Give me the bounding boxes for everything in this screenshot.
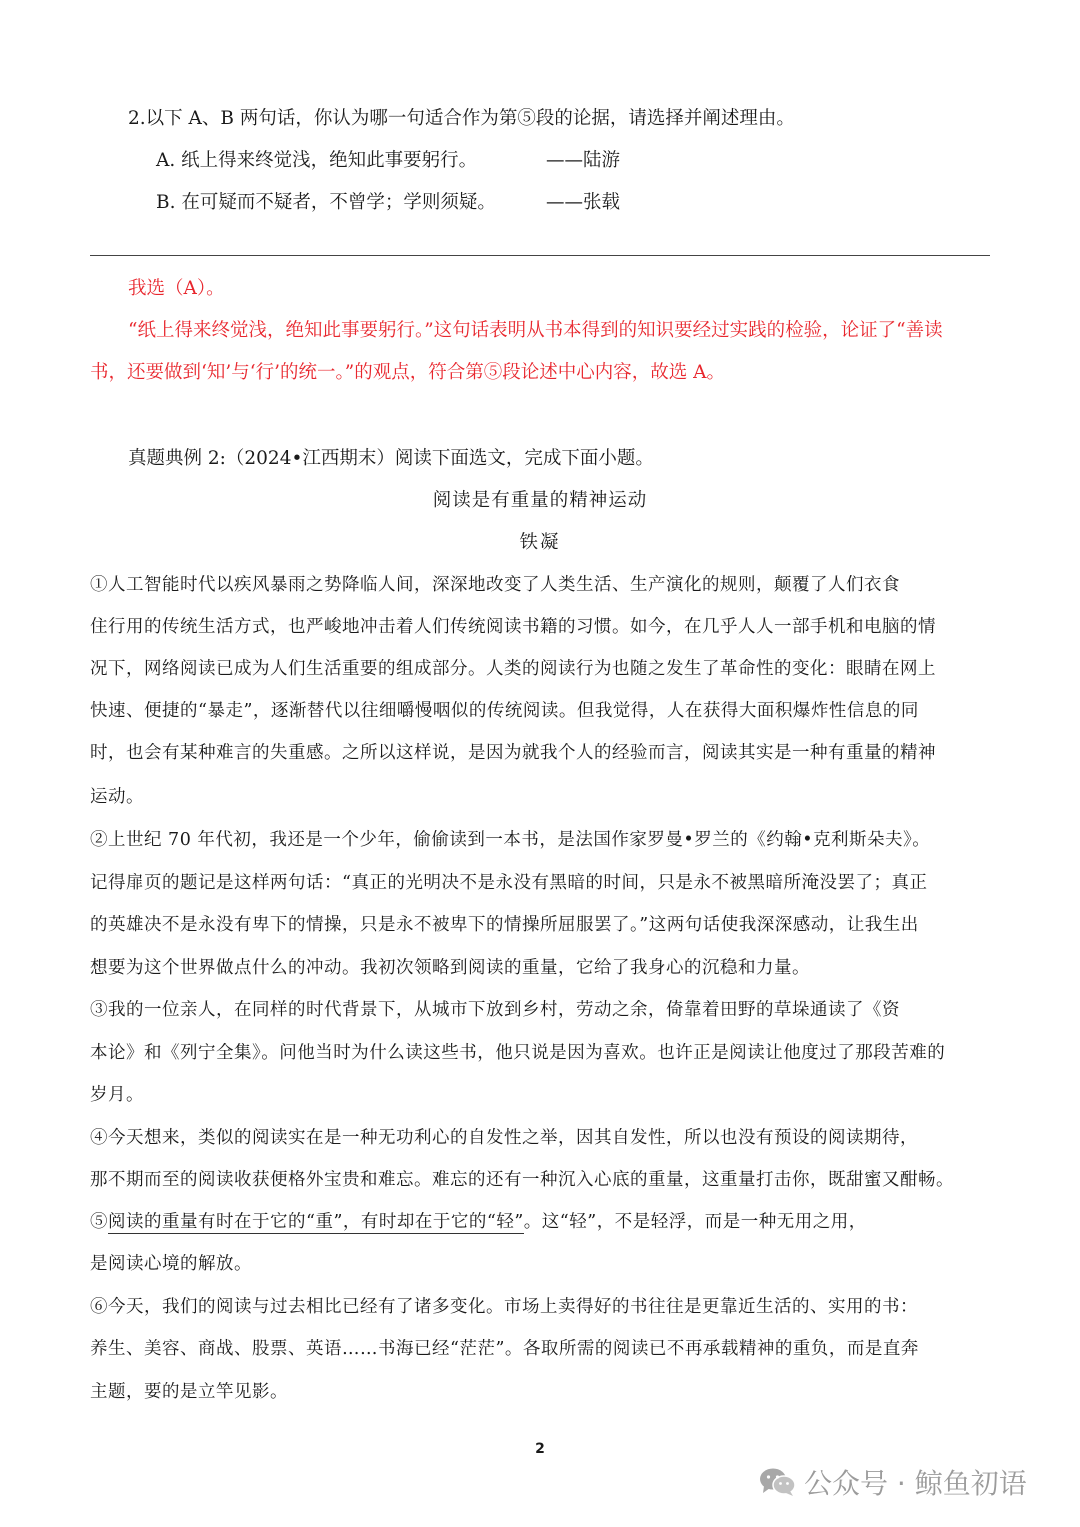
paragraph-line: ③我的一位亲人，在同样的时代背景下，从城市下放到乡村，劳动之余，倚靠着田野的草垛通读了《资 — [90, 1000, 900, 1020]
paragraph-line: 养生、美容、商战、股票、英语……书海已经“茫茫”。各取所需的阅读已不再承载精神的重负，而是直奔 — [90, 1339, 919, 1359]
option-b — [156, 190, 621, 216]
paragraph-line: ④今天想来，类似的阅读实在是一种无功利心的自发性之举，因其自发性，所以也没有预设的阅读期待， — [90, 1128, 918, 1148]
paragraph-line: 住行用的传统生活方式，也严峻地冲击着人们传统阅读书籍的习惯。如今，在几乎人人一部手机和电脑的情 — [90, 617, 936, 637]
answer-explanation-line-1: “纸上得来终觉浅，绝知此事要躬行。”这句话表明从书本得到的知识要经过实践的检验，论证了“善读 — [128, 320, 943, 341]
paragraph-line: 记得扉页的题记是这样两句话：“真正的光明决不是永没有黑暗的时间，只是永不被黑暗所淹没罢了；真正 — [90, 873, 928, 893]
wechat-icon — [758, 1467, 796, 1497]
paragraph-line: 况下，网络阅读已成为人们生活重要的组成部分。人类的阅读行为也随之发生了革命性的变化：眼睛在网上 — [90, 659, 936, 679]
option-b-attribution: ——张载 — [546, 192, 621, 213]
paragraph-line: 想要为这个世界做点什么的冲动。我初次领略到阅读的重量，它给了我身心的沉稳和力量。 — [90, 958, 810, 978]
paragraph-line: 快速、便捷的“暴走”，逐渐替代以往细嚼慢咽似的传统阅读。但我觉得，人在获得大面积爆炸性信息的同 — [90, 701, 919, 721]
paragraph-line: 运动。 — [90, 787, 144, 807]
question-title: 2.以下 A、B 两句话，你认为哪一句适合作为第⑤段的论据，请选择并阐述理由。 — [128, 108, 795, 129]
paragraph-line: ①人工智能时代以疾风暴雨之势降临人间，深深地改变了人类生活、生产演化的规则，颠覆了人们衣食 — [90, 575, 900, 595]
page-number: 2 — [535, 1441, 545, 1457]
article-title: 阅读是有重量的精神运动 — [432, 490, 648, 511]
example-header: 真题典例 2:（2024•江西期末）阅读下面选文，完成下面小题。 — [128, 448, 654, 469]
option-a-attribution: ——陆游 — [546, 150, 621, 171]
paragraph-line: 本论》和《列宁全集》。问他当时为什么读这些书，他只说是因为喜欢。也许正是阅读让他度过了那段苦难的 — [90, 1043, 946, 1063]
article-author: 铁凝 — [519, 532, 561, 553]
answer-choice: 我选（A）。 — [128, 278, 225, 299]
option-b-text: B. 在可疑而不疑者，不曾学；学则须疑。 — [156, 192, 496, 213]
paragraph-line: 岁月。 — [90, 1085, 144, 1105]
paragraph-line: 时，也会有某种难言的失重感。之所以这样说，是因为就我个人的经验而言，阅读其实是一种有重量的精神 — [90, 743, 936, 763]
paragraph-line: 主题，要的是立竿见影。 — [90, 1382, 288, 1402]
underlined-sentence: 阅读的重量有时在于它的“重”，有时却在于它的“轻” — [108, 1212, 524, 1232]
watermark — [758, 1462, 1027, 1502]
divider-rule — [90, 255, 990, 256]
paragraph-line: 是阅读心境的解放。 — [90, 1254, 252, 1274]
paragraph-line: 那不期而至的阅读收获便格外宝贵和难忘。难忘的还有一种沉入心底的重量，这重量打击你，既甜蜜又酣畅。 — [90, 1170, 954, 1190]
option-a-text: A. 纸上得来终觉浅，绝知此事要躬行。 — [156, 150, 478, 171]
watermark-text: 公众号 · 鲸鱼初语 — [804, 1467, 1027, 1500]
option-a — [156, 148, 621, 174]
paragraph-line-rest: 。这“轻”，不是轻浮，而是一种无用之用， — [523, 1212, 867, 1232]
paragraph-line: ⑤阅读的重量有时在于它的“重”，有时却在于它的“轻”。这“轻”，不是轻浮，而是一种无用之用， — [90, 1212, 867, 1232]
paragraph-line: 的英雄决不是永没有卑下的情操，只是永不被卑下的情操所屈服罢了。”这两句话使我深深感动，让我生出 — [90, 915, 919, 935]
paragraph-line: ②上世纪 70 年代初，我还是一个少年，偷偷读到一本书，是法国作家罗曼•罗兰的《约翰•克利斯朵夫》。 — [90, 830, 931, 850]
answer-explanation-line-2: 书，还要做到‘知’与‘行’的统一。”的观点，符合第⑤段论述中心内容，故选 A。 — [90, 362, 725, 383]
paragraph-line: ⑥今天，我们的阅读与过去相比已经有了诸多变化。市场上卖得好的书往往是更靠近生活的、实用的书： — [90, 1297, 918, 1317]
